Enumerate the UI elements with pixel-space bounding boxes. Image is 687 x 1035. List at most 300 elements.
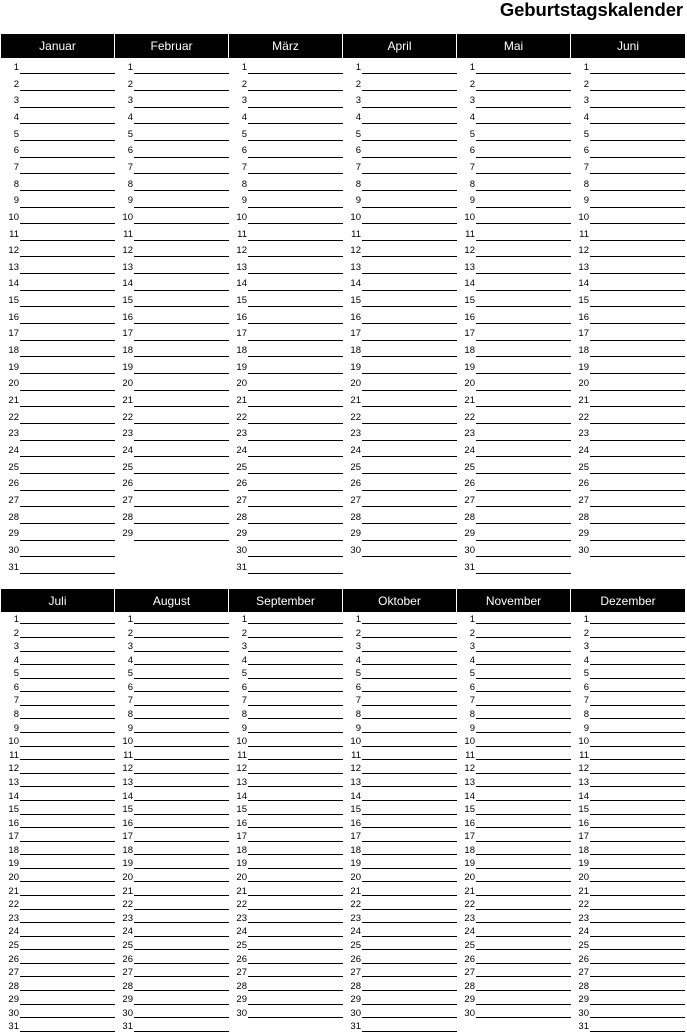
birthday-entry-line[interactable] [134, 914, 229, 923]
birthday-entry-line[interactable] [134, 446, 229, 457]
birthday-entry-line[interactable] [134, 263, 229, 274]
birthday-entry-line[interactable] [590, 968, 685, 977]
birthday-entry-line[interactable] [20, 196, 115, 207]
birthday-entry-line[interactable] [362, 751, 457, 760]
birthday-entry-line[interactable] [362, 873, 457, 882]
birthday-entry-line[interactable] [20, 379, 115, 390]
birthday-entry-line[interactable] [248, 230, 343, 241]
birthday-entry-line[interactable] [134, 1009, 229, 1018]
birthday-entry-line[interactable] [590, 230, 685, 241]
birthday-entry-line[interactable] [20, 113, 115, 124]
birthday-entry-line[interactable] [362, 529, 457, 540]
birthday-entry-line[interactable] [20, 429, 115, 440]
birthday-entry-line[interactable] [362, 941, 457, 950]
birthday-entry-line[interactable] [20, 279, 115, 290]
birthday-entry-line[interactable] [248, 873, 343, 882]
birthday-entry-line[interactable] [248, 246, 343, 257]
birthday-entry-line[interactable] [476, 819, 571, 828]
birthday-entry-line[interactable] [248, 819, 343, 828]
birthday-entry-line[interactable] [248, 446, 343, 457]
birthday-entry-line[interactable] [590, 130, 685, 141]
birthday-entry-line[interactable] [362, 196, 457, 207]
birthday-entry-line[interactable] [476, 832, 571, 841]
birthday-entry-line[interactable] [590, 180, 685, 191]
birthday-entry-line[interactable] [134, 1022, 229, 1031]
birthday-entry-line[interactable] [134, 396, 229, 407]
birthday-entry-line[interactable] [248, 982, 343, 991]
birthday-entry-line[interactable] [134, 296, 229, 307]
birthday-entry-line[interactable] [476, 778, 571, 787]
birthday-entry-line[interactable] [476, 982, 571, 991]
birthday-entry-line[interactable] [362, 629, 457, 638]
birthday-entry-line[interactable] [590, 955, 685, 964]
birthday-entry-line[interactable] [134, 629, 229, 638]
birthday-entry-line[interactable] [590, 724, 685, 733]
birthday-entry-line[interactable] [590, 982, 685, 991]
birthday-entry-line[interactable] [362, 1022, 457, 1031]
birthday-entry-line[interactable] [362, 213, 457, 224]
birthday-entry-line[interactable] [134, 792, 229, 801]
birthday-entry-line[interactable] [476, 941, 571, 950]
birthday-entry-line[interactable] [476, 873, 571, 882]
birthday-entry-line[interactable] [476, 683, 571, 692]
birthday-entry-line[interactable] [590, 819, 685, 828]
birthday-entry-line[interactable] [248, 496, 343, 507]
birthday-entry-line[interactable] [476, 792, 571, 801]
birthday-entry-line[interactable] [20, 615, 115, 624]
birthday-entry-line[interactable] [20, 1022, 115, 1031]
birthday-entry-line[interactable] [590, 859, 685, 868]
birthday-entry-line[interactable] [362, 379, 457, 390]
birthday-entry-line[interactable] [476, 900, 571, 909]
birthday-entry-line[interactable] [20, 914, 115, 923]
birthday-entry-line[interactable] [476, 146, 571, 157]
birthday-entry-line[interactable] [134, 63, 229, 74]
birthday-entry-line[interactable] [590, 615, 685, 624]
birthday-entry-line[interactable] [362, 955, 457, 964]
birthday-entry-line[interactable] [248, 683, 343, 692]
birthday-entry-line[interactable] [362, 146, 457, 157]
birthday-entry-line[interactable] [20, 819, 115, 828]
birthday-entry-line[interactable] [590, 196, 685, 207]
birthday-entry-line[interactable] [134, 941, 229, 950]
birthday-entry-line[interactable] [248, 113, 343, 124]
birthday-entry-line[interactable] [248, 429, 343, 440]
birthday-entry-line[interactable] [590, 710, 685, 719]
birthday-entry-line[interactable] [476, 710, 571, 719]
birthday-entry-line[interactable] [476, 163, 571, 174]
birthday-entry-line[interactable] [476, 296, 571, 307]
birthday-entry-line[interactable] [476, 642, 571, 651]
birthday-entry-line[interactable] [362, 805, 457, 814]
birthday-entry-line[interactable] [248, 764, 343, 773]
birthday-entry-line[interactable] [476, 396, 571, 407]
birthday-entry-line[interactable] [248, 196, 343, 207]
birthday-entry-line[interactable] [134, 313, 229, 324]
birthday-entry-line[interactable] [20, 296, 115, 307]
birthday-entry-line[interactable] [20, 346, 115, 357]
birthday-entry-line[interactable] [134, 379, 229, 390]
birthday-entry-line[interactable] [20, 792, 115, 801]
birthday-entry-line[interactable] [248, 130, 343, 141]
birthday-entry-line[interactable] [590, 914, 685, 923]
birthday-entry-line[interactable] [20, 900, 115, 909]
birthday-entry-line[interactable] [590, 696, 685, 705]
birthday-entry-line[interactable] [476, 764, 571, 773]
birthday-entry-line[interactable] [362, 900, 457, 909]
birthday-entry-line[interactable] [134, 413, 229, 424]
birthday-entry-line[interactable] [134, 346, 229, 357]
birthday-entry-line[interactable] [20, 446, 115, 457]
birthday-entry-line[interactable] [248, 927, 343, 936]
birthday-entry-line[interactable] [590, 778, 685, 787]
birthday-entry-line[interactable] [590, 213, 685, 224]
birthday-entry-line[interactable] [20, 146, 115, 157]
birthday-entry-line[interactable] [362, 778, 457, 787]
birthday-entry-line[interactable] [20, 463, 115, 474]
birthday-entry-line[interactable] [590, 832, 685, 841]
birthday-entry-line[interactable] [476, 995, 571, 1004]
birthday-entry-line[interactable] [20, 329, 115, 340]
birthday-entry-line[interactable] [20, 413, 115, 424]
birthday-entry-line[interactable] [362, 279, 457, 290]
birthday-entry-line[interactable] [134, 805, 229, 814]
birthday-entry-line[interactable] [248, 887, 343, 896]
birthday-entry-line[interactable] [134, 513, 229, 524]
birthday-entry-line[interactable] [590, 479, 685, 490]
birthday-entry-line[interactable] [590, 927, 685, 936]
birthday-entry-line[interactable] [248, 1009, 343, 1018]
birthday-entry-line[interactable] [476, 846, 571, 855]
birthday-entry-line[interactable] [134, 642, 229, 651]
birthday-entry-line[interactable] [20, 941, 115, 950]
birthday-entry-line[interactable] [20, 927, 115, 936]
birthday-entry-line[interactable] [134, 737, 229, 746]
birthday-entry-line[interactable] [248, 513, 343, 524]
birthday-entry-line[interactable] [476, 346, 571, 357]
birthday-entry-line[interactable] [590, 396, 685, 407]
birthday-entry-line[interactable] [362, 180, 457, 191]
birthday-entry-line[interactable] [590, 805, 685, 814]
birthday-entry-line[interactable] [20, 656, 115, 665]
birthday-entry-line[interactable] [134, 113, 229, 124]
birthday-entry-line[interactable] [248, 955, 343, 964]
birthday-entry-line[interactable] [134, 927, 229, 936]
birthday-entry-line[interactable] [248, 279, 343, 290]
birthday-entry-line[interactable] [362, 615, 457, 624]
birthday-entry-line[interactable] [590, 446, 685, 457]
birthday-entry-line[interactable] [476, 213, 571, 224]
birthday-entry-line[interactable] [134, 463, 229, 474]
birthday-entry-line[interactable] [248, 751, 343, 760]
birthday-entry-line[interactable] [590, 296, 685, 307]
birthday-entry-line[interactable] [20, 363, 115, 374]
birthday-entry-line[interactable] [248, 696, 343, 705]
birthday-entry-line[interactable] [248, 529, 343, 540]
birthday-entry-line[interactable] [248, 846, 343, 855]
birthday-entry-line[interactable] [590, 751, 685, 760]
birthday-entry-line[interactable] [476, 859, 571, 868]
birthday-entry-line[interactable] [134, 778, 229, 787]
birthday-entry-line[interactable] [362, 669, 457, 678]
birthday-entry-line[interactable] [362, 329, 457, 340]
birthday-entry-line[interactable] [134, 496, 229, 507]
birthday-entry-line[interactable] [362, 429, 457, 440]
birthday-entry-line[interactable] [362, 927, 457, 936]
birthday-entry-line[interactable] [134, 196, 229, 207]
birthday-entry-line[interactable] [590, 887, 685, 896]
birthday-entry-line[interactable] [248, 346, 343, 357]
birthday-entry-line[interactable] [248, 669, 343, 678]
birthday-entry-line[interactable] [134, 529, 229, 540]
birthday-entry-line[interactable] [248, 379, 343, 390]
birthday-entry-line[interactable] [248, 778, 343, 787]
birthday-entry-line[interactable] [248, 968, 343, 977]
birthday-entry-line[interactable] [248, 96, 343, 107]
birthday-entry-line[interactable] [248, 163, 343, 174]
birthday-entry-line[interactable] [476, 180, 571, 191]
birthday-entry-line[interactable] [362, 546, 457, 557]
birthday-entry-line[interactable] [134, 710, 229, 719]
birthday-entry-line[interactable] [134, 859, 229, 868]
birthday-entry-line[interactable] [362, 513, 457, 524]
birthday-entry-line[interactable] [590, 1009, 685, 1018]
birthday-entry-line[interactable] [248, 995, 343, 1004]
birthday-entry-line[interactable] [20, 832, 115, 841]
birthday-entry-line[interactable] [362, 696, 457, 705]
birthday-entry-line[interactable] [362, 230, 457, 241]
birthday-entry-line[interactable] [476, 80, 571, 91]
birthday-entry-line[interactable] [476, 968, 571, 977]
birthday-entry-line[interactable] [248, 941, 343, 950]
birthday-entry-line[interactable] [20, 982, 115, 991]
birthday-entry-line[interactable] [590, 113, 685, 124]
birthday-entry-line[interactable] [476, 914, 571, 923]
birthday-entry-line[interactable] [20, 513, 115, 524]
birthday-entry-line[interactable] [590, 429, 685, 440]
birthday-entry-line[interactable] [476, 751, 571, 760]
birthday-entry-line[interactable] [248, 900, 343, 909]
birthday-entry-line[interactable] [476, 196, 571, 207]
birthday-entry-line[interactable] [590, 80, 685, 91]
birthday-entry-line[interactable] [476, 230, 571, 241]
birthday-entry-line[interactable] [362, 96, 457, 107]
birthday-entry-line[interactable] [20, 80, 115, 91]
birthday-entry-line[interactable] [362, 683, 457, 692]
birthday-entry-line[interactable] [134, 363, 229, 374]
birthday-entry-line[interactable] [248, 563, 343, 574]
birthday-entry-line[interactable] [476, 737, 571, 746]
birthday-entry-line[interactable] [590, 995, 685, 1004]
birthday-entry-line[interactable] [476, 546, 571, 557]
birthday-entry-line[interactable] [134, 982, 229, 991]
birthday-entry-line[interactable] [362, 656, 457, 665]
birthday-entry-line[interactable] [248, 656, 343, 665]
birthday-entry-line[interactable] [248, 63, 343, 74]
birthday-entry-line[interactable] [248, 329, 343, 340]
birthday-entry-line[interactable] [590, 513, 685, 524]
birthday-entry-line[interactable] [362, 724, 457, 733]
birthday-entry-line[interactable] [248, 642, 343, 651]
birthday-entry-line[interactable] [476, 529, 571, 540]
birthday-entry-line[interactable] [590, 792, 685, 801]
birthday-entry-line[interactable] [476, 263, 571, 274]
birthday-entry-line[interactable] [20, 163, 115, 174]
birthday-entry-line[interactable] [476, 429, 571, 440]
birthday-entry-line[interactable] [20, 642, 115, 651]
birthday-entry-line[interactable] [590, 379, 685, 390]
birthday-entry-line[interactable] [590, 63, 685, 74]
birthday-entry-line[interactable] [590, 737, 685, 746]
birthday-entry-line[interactable] [20, 805, 115, 814]
birthday-entry-line[interactable] [362, 859, 457, 868]
birthday-entry-line[interactable] [476, 379, 571, 390]
birthday-entry-line[interactable] [476, 656, 571, 665]
birthday-entry-line[interactable] [362, 413, 457, 424]
birthday-entry-line[interactable] [362, 163, 457, 174]
birthday-entry-line[interactable] [362, 764, 457, 773]
birthday-entry-line[interactable] [362, 846, 457, 855]
birthday-entry-line[interactable] [20, 63, 115, 74]
birthday-entry-line[interactable] [248, 710, 343, 719]
birthday-entry-line[interactable] [590, 683, 685, 692]
birthday-entry-line[interactable] [20, 479, 115, 490]
birthday-entry-line[interactable] [476, 955, 571, 964]
birthday-entry-line[interactable] [590, 873, 685, 882]
birthday-entry-line[interactable] [362, 982, 457, 991]
birthday-entry-line[interactable] [362, 887, 457, 896]
birthday-entry-line[interactable] [248, 914, 343, 923]
birthday-entry-line[interactable] [134, 832, 229, 841]
birthday-entry-line[interactable] [362, 346, 457, 357]
birthday-entry-line[interactable] [590, 941, 685, 950]
birthday-entry-line[interactable] [248, 146, 343, 157]
birthday-entry-line[interactable] [476, 329, 571, 340]
birthday-entry-line[interactable] [476, 887, 571, 896]
birthday-entry-line[interactable] [590, 529, 685, 540]
birthday-entry-line[interactable] [134, 751, 229, 760]
birthday-entry-line[interactable] [362, 995, 457, 1004]
birthday-entry-line[interactable] [476, 615, 571, 624]
birthday-entry-line[interactable] [134, 615, 229, 624]
birthday-entry-line[interactable] [362, 296, 457, 307]
birthday-entry-line[interactable] [20, 313, 115, 324]
birthday-entry-line[interactable] [134, 130, 229, 141]
birthday-entry-line[interactable] [20, 180, 115, 191]
birthday-entry-line[interactable] [362, 496, 457, 507]
birthday-entry-line[interactable] [248, 396, 343, 407]
birthday-entry-line[interactable] [20, 1009, 115, 1018]
birthday-entry-line[interactable] [134, 696, 229, 705]
birthday-entry-line[interactable] [248, 792, 343, 801]
birthday-entry-line[interactable] [20, 669, 115, 678]
birthday-entry-line[interactable] [20, 968, 115, 977]
birthday-entry-line[interactable] [134, 279, 229, 290]
birthday-entry-line[interactable] [362, 914, 457, 923]
birthday-entry-line[interactable] [362, 1009, 457, 1018]
birthday-entry-line[interactable] [590, 656, 685, 665]
birthday-entry-line[interactable] [476, 563, 571, 574]
birthday-entry-line[interactable] [20, 724, 115, 733]
birthday-entry-line[interactable] [476, 696, 571, 705]
birthday-entry-line[interactable] [20, 737, 115, 746]
birthday-entry-line[interactable] [20, 563, 115, 574]
birthday-entry-line[interactable] [590, 413, 685, 424]
birthday-entry-line[interactable] [476, 96, 571, 107]
birthday-entry-line[interactable] [20, 683, 115, 692]
birthday-entry-line[interactable] [134, 873, 229, 882]
birthday-entry-line[interactable] [134, 230, 229, 241]
birthday-entry-line[interactable] [134, 819, 229, 828]
birthday-entry-line[interactable] [20, 246, 115, 257]
birthday-entry-line[interactable] [476, 463, 571, 474]
birthday-entry-line[interactable] [476, 724, 571, 733]
birthday-entry-line[interactable] [590, 163, 685, 174]
birthday-entry-line[interactable] [476, 313, 571, 324]
birthday-entry-line[interactable] [248, 615, 343, 624]
birthday-entry-line[interactable] [134, 900, 229, 909]
birthday-entry-line[interactable] [362, 968, 457, 977]
birthday-entry-line[interactable] [476, 805, 571, 814]
birthday-entry-line[interactable] [590, 496, 685, 507]
birthday-entry-line[interactable] [248, 180, 343, 191]
birthday-entry-line[interactable] [590, 263, 685, 274]
birthday-entry-line[interactable] [476, 63, 571, 74]
birthday-entry-line[interactable] [248, 263, 343, 274]
birthday-entry-line[interactable] [248, 832, 343, 841]
birthday-entry-line[interactable] [590, 629, 685, 638]
birthday-entry-line[interactable] [476, 130, 571, 141]
birthday-entry-line[interactable] [20, 496, 115, 507]
birthday-entry-line[interactable] [248, 413, 343, 424]
birthday-entry-line[interactable] [590, 346, 685, 357]
birthday-entry-line[interactable] [20, 764, 115, 773]
birthday-entry-line[interactable] [134, 656, 229, 665]
birthday-entry-line[interactable] [362, 792, 457, 801]
birthday-entry-line[interactable] [476, 629, 571, 638]
birthday-entry-line[interactable] [362, 80, 457, 91]
birthday-entry-line[interactable] [476, 479, 571, 490]
birthday-entry-line[interactable] [590, 146, 685, 157]
birthday-entry-line[interactable] [134, 955, 229, 964]
birthday-entry-line[interactable] [134, 995, 229, 1004]
birthday-entry-line[interactable] [20, 546, 115, 557]
birthday-entry-line[interactable] [476, 113, 571, 124]
birthday-entry-line[interactable] [134, 180, 229, 191]
birthday-entry-line[interactable] [590, 1022, 685, 1031]
birthday-entry-line[interactable] [134, 764, 229, 773]
birthday-entry-line[interactable] [20, 710, 115, 719]
birthday-entry-line[interactable] [362, 63, 457, 74]
birthday-entry-line[interactable] [476, 446, 571, 457]
birthday-entry-line[interactable] [20, 887, 115, 896]
birthday-entry-line[interactable] [134, 846, 229, 855]
birthday-entry-line[interactable] [248, 737, 343, 746]
birthday-entry-line[interactable] [134, 479, 229, 490]
birthday-entry-line[interactable] [134, 429, 229, 440]
birthday-entry-line[interactable] [590, 764, 685, 773]
birthday-entry-line[interactable] [362, 463, 457, 474]
birthday-entry-line[interactable] [476, 1009, 571, 1018]
birthday-entry-line[interactable] [362, 113, 457, 124]
birthday-entry-line[interactable] [590, 546, 685, 557]
birthday-entry-line[interactable] [134, 213, 229, 224]
birthday-entry-line[interactable] [20, 846, 115, 855]
birthday-entry-line[interactable] [590, 846, 685, 855]
birthday-entry-line[interactable] [248, 859, 343, 868]
birthday-entry-line[interactable] [590, 246, 685, 257]
birthday-entry-line[interactable] [20, 629, 115, 638]
